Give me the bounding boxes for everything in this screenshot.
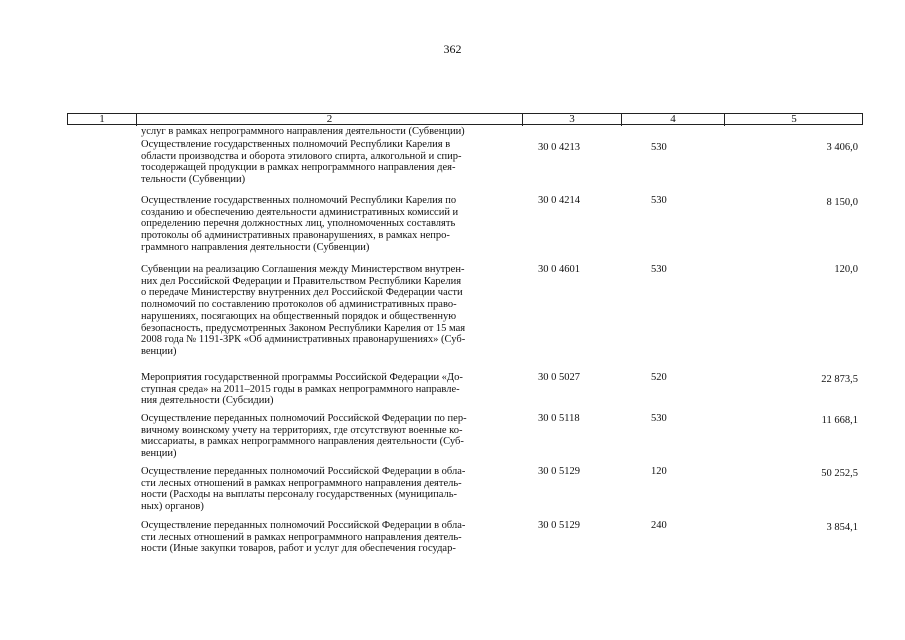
header-col-5: 5	[791, 113, 797, 125]
row-amount: 50 252,5	[821, 468, 858, 479]
row-amount: 11 668,1	[821, 415, 858, 426]
row-amount: 22 873,5	[821, 374, 858, 385]
row-description: Осуществление переданных полномочий Российской Федерации в обла- сти лесных отношений в рамках непрограммного направления деятель- ности (Расходы на выплаты персоналу государственных (муниципаль- ных) органов)	[141, 466, 466, 513]
row-description: Осуществление переданных полномочий Российской Федерации по пер- вичному воинскому учету на территориях, где отсутствуют военные ко- миссариаты, в рамках непрограммного направления деятельности (Суб- венции)	[141, 413, 467, 460]
row-code: 30 0 4213	[538, 142, 580, 153]
row-description: Осуществление переданных полномочий Российской Федерации в обла- сти лесных отношений в рамках непрограммного направления деятель- ности (Иные закупки товаров, работ и услуг для обеспечения государ-	[141, 520, 466, 555]
row-expense-type: 520	[651, 372, 667, 383]
row-description: Мероприятия государственной программы Российской Федерации «До- ступная среда» на 2011–2015 годы в рамках непрограммного направле- ния деятельности (Субсидии)	[141, 372, 463, 407]
header-col-3: 3	[569, 113, 575, 125]
row-expense-type: 530	[651, 142, 667, 153]
row-description: Осуществление государственных полномочий Республики Карелия по созданию и обеспечению деятельности административных комиссий и определению перечня должностных лиц, уполномоченных составлять протоколы об административных правонарушениях, в рамках непро- граммного направления деятельности (Субвенции)	[141, 195, 459, 253]
row-code: 30 0 4214	[538, 195, 580, 206]
row-code: 30 0 5129	[538, 466, 580, 477]
header-col-4: 4	[670, 113, 676, 125]
row-code: 30 0 5027	[538, 372, 580, 383]
page-number: 362	[443, 42, 462, 56]
row-amount: 3 406,0	[826, 142, 858, 153]
row-code: 30 0 5118	[538, 413, 580, 424]
row-description: Субвенции на реализацию Соглашения между Министерством внутрен- них дел Российской Федерации и Правительством Республики Карелия о передаче Министерству внутренних дел Российской Федерации части полномочий по составлению протоколов об административных право- нарушениях, посягающих на общественный порядок и общественную безопасность, предусмотренных Законом Республики Карелия от 15 мая 2008 года № 1191-ЗРК «Об административных правонарушениях» (Суб- венции)	[141, 264, 466, 357]
row-code: 30 0 4601	[538, 264, 580, 275]
table-header-row	[67, 113, 863, 125]
row-expense-type: 530	[651, 195, 667, 206]
row-expense-type: 530	[651, 413, 667, 424]
header-col-2: 2	[326, 113, 333, 125]
row-expense-type: 120	[651, 466, 667, 477]
row-amount: 3 854,1	[826, 522, 858, 533]
row-amount: 120,0	[834, 264, 858, 275]
row-description: Осуществление государственных полномочий Республики Карелия в области производства и оборота этилового спирта, алкогольной и спир- тосодержащей продукции в рамках непрограммного направления дея- тельности (Субвенции)	[141, 139, 462, 186]
row-expense-type: 530	[651, 264, 667, 275]
header-col-1: 1	[99, 113, 105, 125]
row-expense-type: 240	[651, 520, 667, 531]
row-code: 30 0 5129	[538, 520, 580, 531]
row-amount: 8 150,0	[826, 197, 858, 208]
row-description: услуг в рамках непрограммного направления деятельности (Субвенции)	[141, 126, 465, 137]
